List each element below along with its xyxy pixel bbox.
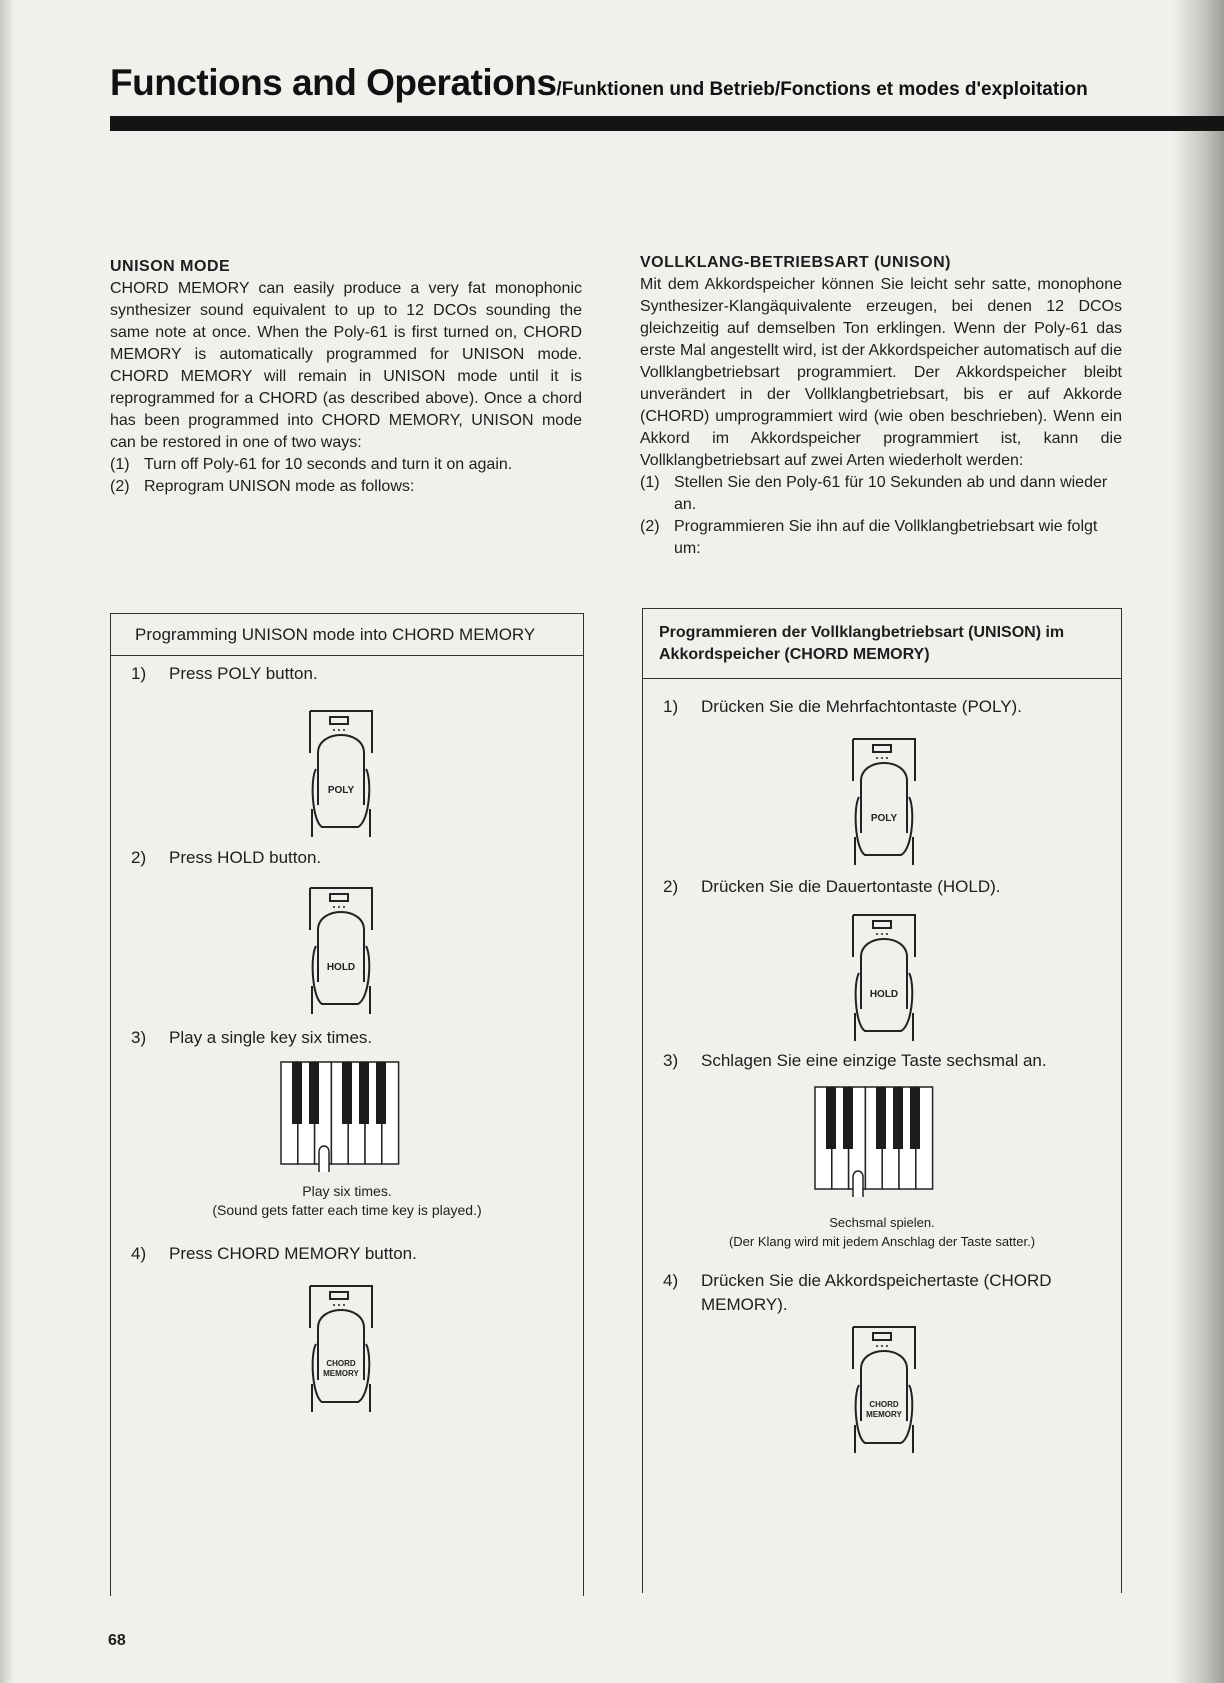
english-box-title: Programming UNISON mode into CHORD MEMORY — [111, 614, 583, 656]
list-item — [110, 454, 582, 476]
chord-button-label-line2: MEMORY — [323, 1369, 359, 1378]
step-number: 2) — [663, 877, 679, 896]
option-text: Programmieren Sie ihn auf die Vollklangbetriebsart wie folgt um: — [674, 518, 1098, 557]
step-number: 4) — [131, 1244, 147, 1263]
step-number: 3) — [663, 1051, 679, 1070]
header-title-sub: /Funktionen und Betrieb/Fonctions et modes d'exploitation — [556, 79, 1088, 100]
english-paragraph: CHORD MEMORY can easily produce a very fat monophonic synthesizer sound equivalent to up to 12 DCOs sounding the same note at once. When the Poly-61 is first turned on, CHORD MEMORY is automatically programmed for UNISON mode. CHORD MEMORY will remain in UNISON mode until it is reprogrammed for a CHORD (as described above). Once a chord has been programmed into CHORD MEMORY, UNISON mode can be restored in one of two ways: — [110, 280, 582, 451]
german-box-title: Programmieren der Vollklangbetriebsart (UNISON) im Akkordspeicher (CHORD MEMORY) — [643, 609, 1121, 679]
keyboard-illustration — [279, 1060, 403, 1172]
english-caption — [111, 1182, 583, 1220]
step-text: Play a single key six times. — [169, 1028, 373, 1047]
step-number: 4) — [663, 1271, 679, 1290]
english-options — [110, 454, 582, 498]
page-header — [110, 62, 1224, 112]
hold-button-press-illustration — [849, 913, 921, 1043]
step-text: Drücken Sie die Akkordspeichertaste (CHORD MEMORY). — [701, 1271, 1052, 1314]
poly-button-label: POLY — [327, 785, 355, 796]
option-text: Stellen Sie den Poly-61 für 10 Sekunden ab und dann wieder an. — [674, 474, 1108, 513]
step-number: 1) — [131, 664, 147, 683]
english-step-3 — [131, 1026, 372, 1050]
step-number: 1) — [663, 697, 679, 716]
english-heading: UNISON MODE — [110, 258, 231, 275]
hold-button-label: HOLD — [326, 962, 356, 973]
step-text: Press CHORD MEMORY button. — [169, 1244, 417, 1263]
english-procedure-box — [110, 613, 584, 1596]
step-number: 2) — [131, 848, 147, 867]
option-number: (2) — [640, 518, 660, 535]
caption-line: (Sound gets fatter each time key is played.) — [212, 1202, 482, 1218]
option-text: Turn off Poly-61 for 10 seconds and turn it on again. — [144, 456, 513, 473]
step-text: Press HOLD button. — [169, 848, 322, 867]
chord-button-label-line2: MEMORY — [866, 1410, 902, 1419]
german-intro — [640, 252, 1122, 560]
german-caption — [643, 1213, 1121, 1251]
list-item — [110, 476, 582, 498]
caption-line: Play six times. — [302, 1183, 392, 1199]
german-step-2 — [663, 875, 1001, 899]
step-text: Schlagen Sie eine einzige Taste sechsmal an. — [701, 1051, 1047, 1070]
header-rule — [110, 116, 1224, 131]
chord-memory-button-press-illustration — [306, 1284, 378, 1414]
option-number: (1) — [110, 456, 130, 473]
hold-button-label: HOLD — [869, 989, 899, 1000]
chord-memory-button-press-illustration — [849, 1325, 921, 1455]
option-number: (2) — [110, 478, 130, 495]
option-text: Reprogram UNISON mode as follows: — [144, 478, 415, 495]
caption-line: (Der Klang wird mit jedem Anschlag der Taste satter.) — [728, 1234, 1036, 1249]
english-intro — [110, 256, 582, 498]
hold-button-press-illustration — [306, 886, 378, 1016]
german-step-3 — [663, 1049, 1047, 1073]
german-procedure-box — [642, 608, 1122, 1593]
german-step-1 — [663, 695, 1022, 719]
page-edge-shadow-right — [1172, 0, 1224, 1683]
list-item — [640, 472, 1122, 516]
poly-button-press-illustration — [849, 737, 921, 867]
german-heading: VOLLKLANG-BETRIEBSART (UNISON) — [640, 254, 951, 271]
step-text: Drücken Sie die Mehrfachtontaste (POLY). — [701, 697, 1022, 716]
step-text: Press POLY button. — [169, 664, 318, 683]
poly-button-label: POLY — [870, 813, 898, 824]
chord-button-label-line1: CHORD — [326, 1359, 356, 1368]
poly-button-press-illustration — [306, 709, 378, 839]
german-paragraph: Mit dem Akkordspeicher können Sie leicht sehr satte, monophone Synthesizer-Klangäquivalente erzeugen, bei denen 12 DCOs gleichzeitig auf demselben Ton erklingen. Wenn der Poly-61 das erste Mal angestellt wird, ist der Akkordspeicher automatisch auf die Vollklangbetriebsart programmiert. Der Akkordspeicher bleibt unverändert in der Vollklangbetriebsart, bis er auf Akkorde (CHORD) umprogrammiert wird (wie oben beschrieben). Wenn ein Akkord im Akkordspeicher programmiert ist, kann die Vollklangbetriebsart auf zwei Arten wiederholt werden: — [640, 276, 1123, 469]
page-number: 68 — [108, 1632, 126, 1649]
header-title-main: Functions and Operations — [110, 62, 557, 103]
step-text: Drücken Sie die Dauertontaste (HOLD). — [701, 877, 1001, 896]
german-options — [640, 472, 1122, 560]
english-step-1 — [131, 662, 318, 686]
option-number: (1) — [640, 474, 660, 491]
caption-line: Sechsmal spielen. — [829, 1215, 935, 1230]
page-edge-shadow-left — [0, 0, 14, 1683]
keyboard-illustration — [813, 1085, 937, 1197]
chord-button-label-line1: CHORD — [869, 1400, 899, 1409]
german-step-4 — [663, 1269, 1103, 1317]
list-item — [640, 516, 1122, 560]
step-number: 3) — [131, 1028, 147, 1047]
english-step-4 — [131, 1242, 417, 1266]
english-step-2 — [131, 846, 321, 870]
